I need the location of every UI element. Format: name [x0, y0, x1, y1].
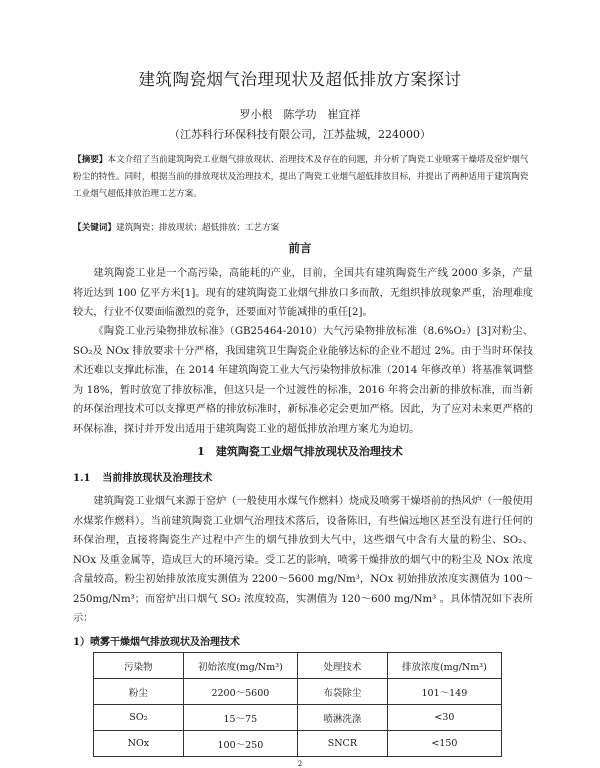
- table-cell: 喷淋洗涤: [297, 705, 387, 731]
- table-cell: 100～250: [183, 731, 297, 757]
- subsection-1-1-heading: [73, 469, 212, 484]
- table-cell: 15～75: [183, 705, 297, 731]
- subsection-title: 当前排放现状及治理技术: [102, 473, 213, 484]
- section-1-heading: 1 建筑陶瓷工业烟气排放现状及治理技术: [197, 445, 403, 458]
- table-header-cell: 处理技术: [297, 653, 387, 679]
- table-cell: SO₂: [94, 705, 184, 731]
- table-cell: SNCR: [297, 731, 387, 757]
- table-cell: <30: [387, 705, 501, 731]
- table-header-cell: 排放浓度(mg/Nm³): [387, 653, 501, 679]
- table-row: [94, 679, 502, 705]
- keywords-label: 【关键词】: [73, 223, 116, 233]
- subsection-number: 1.1: [73, 473, 91, 484]
- section-1-1-paragraph: 建筑陶瓷工业烟气来源于窑炉（一般使用水煤气作燃料）烧成及喷雾干燥塔前的热风炉（一般使用水煤浆作燃料）。当前建筑陶瓷工业烟气治理技术落后，设备陈旧，有些偏远地区甚至没有进行任何的环保治理，直接将陶瓷生产过程中产生的烟气排放到大气中，这些烟气中含有大量的粉尘、SO₂、NOx 及重金属等，造成巨大的环境污染。受工艺的影响，喷雾干燥排放的烟气中的粉尘及 NOx 浓度含量较高，粉尘初始排放浓度实测值为 2200～5600 mg/Nm³，NOx 初始排放浓度实测值为 100～250mg/Nm³；而窑炉出口烟气 SO₂ 浓度较高，实测值为 120～600 mg/Nm³ 。具体情况如下表所示：: [73, 496, 533, 624]
- page-number: 2: [297, 760, 303, 768]
- paper-title: 建筑陶瓷烟气治理现状及超低排放方案探讨: [138, 70, 462, 89]
- keywords: [73, 220, 533, 237]
- table-cell: 布袋除尘: [297, 679, 387, 705]
- abstract-label: 【摘要】: [73, 155, 108, 165]
- preface-paragraph-2: 《陶瓷工业污染物排放标准》（GB25464-2010）大气污染物排放标准（8.6%O₂）[3]对粉尘、SO₂及 NOx 排放要求十分严格，我国建筑卫生陶瓷企业能够达标的企业不超过 2%。由于当时环保技术还难以支撑此标准，在 2014 年建筑陶瓷工业大气污染物排放标准（2014 年修改单）将基准氧调整为 18%，暂时放宽了排放标准，但这只是一个过渡性的标准，2016 年将会出新的排放标准，而当新的环保治理技术可以支撑更严格的排放标准时，新标准必定会更加严格。因此，为了应对未来更严格的环保标准，探讨并开发出适用于建筑陶瓷工业的超低排放治理方案尤为迫切。: [73, 326, 533, 435]
- table-cell: <150: [387, 731, 501, 757]
- item-1-heading: 1）喷雾干燥烟气排放现状及治理技术: [73, 637, 240, 648]
- abstract-text: 本文介绍了当前建筑陶瓷工业烟气排放现状、治理技术及存在的问题，并分析了陶瓷工业喷雾干燥塔及窑炉烟气粉尘的特性。同时，根据当前的排放现状及治理技术，提出了陶瓷工业烟气超低排放目标，并提出了两种适用于建筑陶瓷工业烟气超低排放治理工艺方案。: [73, 155, 529, 199]
- table-header-row: [94, 653, 502, 679]
- table-cell: NOx: [94, 731, 184, 757]
- keywords-text: 建筑陶瓷；排放现状；超低排放；工艺方案: [115, 223, 280, 233]
- preface-heading: 前言: [288, 241, 312, 255]
- table-header-cell: 初始浓度(mg/Nm³): [183, 653, 297, 679]
- abstract: [73, 152, 533, 203]
- table-cell: 2200～5600: [183, 679, 297, 705]
- table-row: [94, 705, 502, 731]
- emission-table: [93, 652, 502, 757]
- table-cell: 101～149: [387, 679, 501, 705]
- author-list: 罗小根 陈学功 崔宜祥: [239, 108, 361, 121]
- table-row: [94, 731, 502, 757]
- affiliation: （江苏科行环保科技有限公司，江苏盐城，224000）: [169, 128, 431, 141]
- preface-paragraph-1: 建筑陶瓷工业是一个高污染，高能耗的产业，目前，全国共有建筑陶瓷生产线 2000 多条，产量将近达到 100 亿平方米[1]。现有的建筑陶瓷工业烟气排放口多而散，无组织排放现象严重，治理难度较大，行业不仅要面临激烈的竞争，还要面对节能减排的重任[2]。: [73, 268, 533, 318]
- table-cell: 粉尘: [94, 679, 184, 705]
- table-header-cell: 污染物: [94, 653, 184, 679]
